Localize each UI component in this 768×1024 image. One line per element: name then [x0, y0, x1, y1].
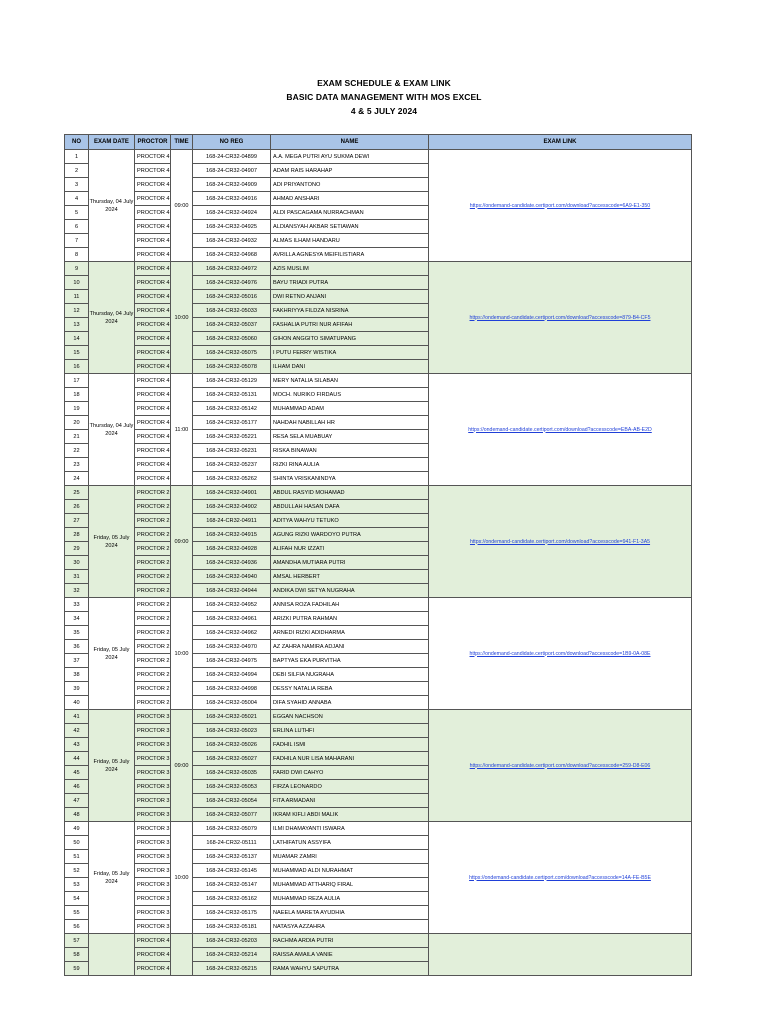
registration-number-cell: 168-24-CR32-05075: [193, 346, 271, 360]
proctor-cell: PROCTOR 2: [135, 668, 171, 682]
candidate-name-cell: ABDUL RASYID MOHAMAD: [271, 486, 429, 500]
row-number: 13: [65, 318, 89, 332]
row-number: 31: [65, 570, 89, 584]
row-number: 38: [65, 668, 89, 682]
table-body: [65, 150, 692, 976]
proctor-cell: PROCTOR 4: [135, 150, 171, 164]
registration-number-cell: 168-24-CR32-05181: [193, 920, 271, 934]
row-number: 52: [65, 864, 89, 878]
candidate-name-cell: AVRILLA AGNESYA MEIFILISTIARA: [271, 248, 429, 262]
registration-number-cell: 168-24-CR32-05142: [193, 402, 271, 416]
row-number: 7: [65, 234, 89, 248]
proctor-cell: PROCTOR 3: [135, 780, 171, 794]
registration-number-cell: 168-24-CR32-04928: [193, 542, 271, 556]
candidate-name-cell: ILHAM DANI: [271, 360, 429, 374]
candidate-name-cell: SHINTA VRISKANINDYA: [271, 472, 429, 486]
candidate-name-cell: FARID DWI CAHYO: [271, 766, 429, 780]
candidate-name-cell: GIHON ANGGITO SIMATUPANG: [271, 332, 429, 346]
exam-date-cell: Thursday, 04 July 2024: [89, 374, 135, 486]
registration-number-cell: 168-24-CR32-05231: [193, 444, 271, 458]
row-number: 36: [65, 640, 89, 654]
registration-number-cell: 168-24-CR32-05237: [193, 458, 271, 472]
document-date: 4 & 5 JULY 2024: [350, 106, 418, 116]
row-number: 20: [65, 416, 89, 430]
proctor-cell: PROCTOR 4: [135, 430, 171, 444]
row-number: 46: [65, 780, 89, 794]
row-number: 11: [65, 290, 89, 304]
exam-time-cell: 10:00: [171, 262, 193, 374]
registration-number-cell: 168-24-CR32-05004: [193, 696, 271, 710]
exam-link: [429, 934, 692, 976]
row-number: 6: [65, 220, 89, 234]
proctor-cell: PROCTOR 2: [135, 654, 171, 668]
row-number: 14: [65, 332, 89, 346]
table-row: [65, 934, 692, 948]
column-header-name: NAME: [271, 135, 429, 150]
candidate-name-cell: LATHIFATUN ASSYIFA: [271, 836, 429, 850]
table-row: [65, 150, 692, 164]
candidate-name-cell: NAHDAH NABILLAH HR: [271, 416, 429, 430]
proctor-cell: PROCTOR 4: [135, 416, 171, 430]
row-number: 10: [65, 276, 89, 290]
candidate-name-cell: NATASYA AZZAHRA: [271, 920, 429, 934]
proctor-cell: PROCTOR 2: [135, 626, 171, 640]
table-row: [65, 710, 692, 724]
row-number: 40: [65, 696, 89, 710]
proctor-cell: PROCTOR 4: [135, 346, 171, 360]
proctor-cell: PROCTOR 4: [135, 962, 171, 976]
proctor-cell: PROCTOR 3: [135, 920, 171, 934]
row-number: 1: [65, 150, 89, 164]
exam-time-cell: 10:00: [171, 822, 193, 934]
candidate-name-cell: ARIZKI PUTRA RAHMAN: [271, 612, 429, 626]
proctor-cell: PROCTOR 3: [135, 864, 171, 878]
row-number: 25: [65, 486, 89, 500]
exam-time-cell: 09:00: [171, 710, 193, 822]
proctor-cell: PROCTOR 4: [135, 360, 171, 374]
proctor-cell: PROCTOR 2: [135, 584, 171, 598]
registration-number-cell: 168-24-CR32-04936: [193, 556, 271, 570]
candidate-name-cell: ILMI DHAMAYANTI ISWARA: [271, 822, 429, 836]
row-number: 17: [65, 374, 89, 388]
candidate-name-cell: A.A. MEGA PUTRI AYU SUKMA DEWI: [271, 150, 429, 164]
row-number: 21: [65, 430, 89, 444]
row-number: 48: [65, 808, 89, 822]
table-row: [65, 822, 692, 836]
candidate-name-cell: AHMAD ANSHARI: [271, 192, 429, 206]
exam-time-cell: 09:00: [171, 150, 193, 262]
row-number: 45: [65, 766, 89, 780]
registration-number-cell: 168-24-CR32-04940: [193, 570, 271, 584]
proctor-cell: PROCTOR 4: [135, 178, 171, 192]
row-number: 57: [65, 934, 89, 948]
row-number: 30: [65, 556, 89, 570]
candidate-name-cell: DESSY NATALIA REBA: [271, 682, 429, 696]
candidate-name-cell: ABDULLAH HASAN DAFA: [271, 500, 429, 514]
registration-number-cell: 168-24-CR32-05054: [193, 794, 271, 808]
proctor-cell: PROCTOR 4: [135, 304, 171, 318]
candidate-name-cell: MUAMAR ZAMRI: [271, 850, 429, 864]
table-row: [65, 374, 692, 388]
row-number: 58: [65, 948, 89, 962]
column-header-exam-link: EXAM LINK: [429, 135, 692, 150]
candidate-name-cell: RACHMA ARDIA PUTRI: [271, 934, 429, 948]
registration-number-cell: 168-24-CR32-04994: [193, 668, 271, 682]
registration-number-cell: 168-24-CR32-05078: [193, 360, 271, 374]
proctor-cell: PROCTOR 3: [135, 906, 171, 920]
registration-number-cell: 168-24-CR32-04907: [193, 164, 271, 178]
proctor-cell: PROCTOR 4: [135, 206, 171, 220]
registration-number-cell: 168-24-CR32-04916: [193, 192, 271, 206]
candidate-name-cell: ALDIANSYAH AKBAR SETIAWAN: [271, 220, 429, 234]
candidate-name-cell: FASHALIA PUTRI NUR AFIFAH: [271, 318, 429, 332]
candidate-name-cell: EGGAN NACHSON: [271, 710, 429, 724]
registration-number-cell: 168-24-CR32-05215: [193, 962, 271, 976]
proctor-cell: PROCTOR 2: [135, 570, 171, 584]
candidate-name-cell: MUHAMMAD ATTHARIQ FIRAL: [271, 878, 429, 892]
registration-number-cell: 168-24-CR32-04925: [193, 220, 271, 234]
proctor-cell: PROCTOR 2: [135, 640, 171, 654]
registration-number-cell: 168-24-CR32-05035: [193, 766, 271, 780]
row-number: 33: [65, 598, 89, 612]
exam-date-cell: Friday, 05 July 2024: [89, 710, 135, 822]
row-number: 50: [65, 836, 89, 850]
candidate-name-cell: FAKHRIYYA FILDZA NISRINA: [271, 304, 429, 318]
candidate-name-cell: ALMAS ILHAM HANDARU: [271, 234, 429, 248]
proctor-cell: PROCTOR 4: [135, 248, 171, 262]
registration-number-cell: 168-24-CR32-05079: [193, 822, 271, 836]
row-number: 16: [65, 360, 89, 374]
table-row: [65, 486, 692, 500]
exam-date-cell: [89, 934, 135, 976]
row-number: 15: [65, 346, 89, 360]
proctor-cell: PROCTOR 4: [135, 276, 171, 290]
registration-number-cell: 168-24-CR32-05177: [193, 416, 271, 430]
row-number: 27: [65, 514, 89, 528]
candidate-name-cell: BAYU TRIADI PUTRA: [271, 276, 429, 290]
registration-number-cell: 168-24-CR32-05023: [193, 724, 271, 738]
exam-time-cell: 11:00: [171, 374, 193, 486]
row-number: 39: [65, 682, 89, 696]
registration-number-cell: 168-24-CR32-05145: [193, 864, 271, 878]
candidate-name-cell: RAISSA AMAILA VANIE: [271, 948, 429, 962]
registration-number-cell: 168-24-CR32-05162: [193, 892, 271, 906]
proctor-cell: PROCTOR 3: [135, 878, 171, 892]
proctor-cell: PROCTOR 4: [135, 388, 171, 402]
registration-number-cell: 168-24-CR32-05027: [193, 752, 271, 766]
row-number: 53: [65, 878, 89, 892]
proctor-cell: PROCTOR 3: [135, 752, 171, 766]
candidate-name-cell: RIZKI RINA AULIA: [271, 458, 429, 472]
column-header-exam-date: EXAM DATE: [89, 135, 135, 150]
proctor-cell: PROCTOR 3: [135, 822, 171, 836]
candidate-name-cell: ARNEDI RIZKI ADIDHARMA: [271, 626, 429, 640]
registration-number-cell: 168-24-CR32-04961: [193, 612, 271, 626]
registration-number-cell: 168-24-CR32-04976: [193, 276, 271, 290]
registration-number-cell: 168-24-CR32-05147: [193, 878, 271, 892]
candidate-name-cell: RESA SELA MUABUAY: [271, 430, 429, 444]
row-number: 29: [65, 542, 89, 556]
proctor-cell: PROCTOR 3: [135, 738, 171, 752]
row-number: 23: [65, 458, 89, 472]
candidate-name-cell: MUHAMMAD REZA AULIA: [271, 892, 429, 906]
registration-number-cell: 168-24-CR32-04972: [193, 262, 271, 276]
column-header-time: TIME: [171, 135, 193, 150]
row-number: 35: [65, 626, 89, 640]
exam-link[interactable]: https://ondemand-candidate.certiport.com/download?accesscode=259-D8-E06: [429, 710, 692, 822]
registration-number-cell: 168-24-CR32-05060: [193, 332, 271, 346]
row-number: 3: [65, 178, 89, 192]
row-number: 8: [65, 248, 89, 262]
proctor-cell: PROCTOR 4: [135, 262, 171, 276]
registration-number-cell: 168-24-CR32-04902: [193, 500, 271, 514]
registration-number-cell: 168-24-CR32-05137: [193, 850, 271, 864]
proctor-cell: PROCTOR 4: [135, 220, 171, 234]
proctor-cell: PROCTOR 4: [135, 332, 171, 346]
row-number: 54: [65, 892, 89, 906]
candidate-name-cell: DWI RETNO ANJANI: [271, 290, 429, 304]
document-subtitle: BASIC DATA MANAGEMENT WITH MOS EXCEL: [286, 92, 482, 102]
registration-number-cell: 168-24-CR32-05016: [193, 290, 271, 304]
row-number: 51: [65, 850, 89, 864]
candidate-name-cell: RISKA BINAWAN: [271, 444, 429, 458]
registration-number-cell: 168-24-CR32-04911: [193, 514, 271, 528]
candidate-name-cell: IKRAM KIFLI ABDI MALIK: [271, 808, 429, 822]
proctor-cell: PROCTOR 3: [135, 808, 171, 822]
row-number: 55: [65, 906, 89, 920]
candidate-name-cell: RAMA WAHYU SAPUTRA: [271, 962, 429, 976]
registration-number-cell: 168-24-CR32-04901: [193, 486, 271, 500]
proctor-cell: PROCTOR 3: [135, 836, 171, 850]
proctor-cell: PROCTOR 3: [135, 724, 171, 738]
proctor-cell: PROCTOR 2: [135, 612, 171, 626]
candidate-name-cell: MOCH. NURIKO FIRDAUS: [271, 388, 429, 402]
candidate-name-cell: MUHAMMAD ALDI NURAHMAT: [271, 864, 429, 878]
registration-number-cell: 168-24-CR32-05021: [193, 710, 271, 724]
proctor-cell: PROCTOR 2: [135, 542, 171, 556]
row-number: 22: [65, 444, 89, 458]
candidate-name-cell: AZ ZAHRA NAMIRA ADJANI: [271, 640, 429, 654]
registration-number-cell: 168-24-CR32-05203: [193, 934, 271, 948]
candidate-name-cell: DEBI SILFIA NUGRAHA: [271, 668, 429, 682]
registration-number-cell: 168-24-CR32-05033: [193, 304, 271, 318]
exam-date-cell: Friday, 05 July 2024: [89, 822, 135, 934]
proctor-cell: PROCTOR 3: [135, 850, 171, 864]
registration-number-cell: 168-24-CR32-05129: [193, 374, 271, 388]
exam-link[interactable]: https://ondemand-candidate.certiport.com/download?accesscode=14A-FE-B5E: [429, 822, 692, 934]
column-header-no: NO: [65, 135, 89, 150]
proctor-cell: PROCTOR 4: [135, 948, 171, 962]
proctor-cell: PROCTOR 4: [135, 318, 171, 332]
registration-number-cell: 168-24-CR32-05053: [193, 780, 271, 794]
proctor-cell: PROCTOR 4: [135, 164, 171, 178]
candidate-name-cell: AGUNG RIZKI WARDOYO PUTRA: [271, 528, 429, 542]
proctor-cell: PROCTOR 4: [135, 444, 171, 458]
exam-time-cell: 10:00: [171, 598, 193, 710]
exam-time-cell: [171, 934, 193, 976]
row-number: 12: [65, 304, 89, 318]
row-number: 34: [65, 612, 89, 626]
registration-number-cell: 168-24-CR32-04915: [193, 528, 271, 542]
exam-date-cell: Thursday, 04 July 2024: [89, 150, 135, 262]
candidate-name-cell: FADHILA NUR LISA MAHARANI: [271, 752, 429, 766]
candidate-name-cell: NAEELA MARETA AYUDHIA: [271, 906, 429, 920]
exam-date-cell: Friday, 05 July 2024: [89, 598, 135, 710]
registration-number-cell: 168-24-CR32-04970: [193, 640, 271, 654]
row-number: 47: [65, 794, 89, 808]
candidate-name-cell: AMANDHA MUTIARA PUTRI: [271, 556, 429, 570]
row-number: 56: [65, 920, 89, 934]
exam-schedule-table: [64, 134, 692, 976]
proctor-cell: PROCTOR 4: [135, 374, 171, 388]
registration-number-cell: 168-24-CR32-05175: [193, 906, 271, 920]
candidate-name-cell: DIFA SYAHID ANNABA: [271, 696, 429, 710]
proctor-cell: PROCTOR 2: [135, 486, 171, 500]
candidate-name-cell: ALDI PASCAGAMA NURRACHMAN: [271, 206, 429, 220]
proctor-cell: PROCTOR 4: [135, 458, 171, 472]
proctor-cell: PROCTOR 4: [135, 472, 171, 486]
column-header-no-reg: NO REG: [193, 135, 271, 150]
row-number: 43: [65, 738, 89, 752]
candidate-name-cell: FITA ARMADANI: [271, 794, 429, 808]
registration-number-cell: 168-24-CR32-05077: [193, 808, 271, 822]
candidate-name-cell: FIRZA LEONARDO: [271, 780, 429, 794]
candidate-name-cell: I PUTU FERRY WISTIKA: [271, 346, 429, 360]
row-number: 28: [65, 528, 89, 542]
registration-number-cell: 168-24-CR32-05221: [193, 430, 271, 444]
table-row: [65, 262, 692, 276]
proctor-cell: PROCTOR 2: [135, 556, 171, 570]
candidate-name-cell: MUHAMMAD ADAM: [271, 402, 429, 416]
exam-link[interactable]: https://ondemand-candidate.certiport.com/download?accesscode=879-B4-CF5: [429, 262, 692, 374]
proctor-cell: PROCTOR 2: [135, 696, 171, 710]
proctor-cell: PROCTOR 4: [135, 234, 171, 248]
row-number: 2: [65, 164, 89, 178]
candidate-name-cell: ANDIKA DWI SETYA NUGRAHA: [271, 584, 429, 598]
registration-number-cell: 168-24-CR32-04932: [193, 234, 271, 248]
candidate-name-cell: ADI PRIYANTONO: [271, 178, 429, 192]
registration-number-cell: 168-24-CR32-05037: [193, 318, 271, 332]
row-number: 37: [65, 654, 89, 668]
proctor-cell: PROCTOR 2: [135, 500, 171, 514]
registration-number-cell: 168-24-CR32-05214: [193, 948, 271, 962]
candidate-name-cell: ERLINA LUTHFI: [271, 724, 429, 738]
row-number: 4: [65, 192, 89, 206]
document-title: EXAM SCHEDULE & EXAM LINK: [317, 78, 451, 88]
row-number: 44: [65, 752, 89, 766]
candidate-name-cell: ADAM RAIS HARAHAP: [271, 164, 429, 178]
registration-number-cell: 168-24-CR32-04924: [193, 206, 271, 220]
registration-number-cell: 168-24-CR32-05262: [193, 472, 271, 486]
table-row: [65, 598, 692, 612]
proctor-cell: PROCTOR 3: [135, 766, 171, 780]
proctor-cell: PROCTOR 4: [135, 402, 171, 416]
column-header-proctor: PROCTOR: [135, 135, 171, 150]
proctor-cell: PROCTOR 3: [135, 892, 171, 906]
exam-date-cell: Friday, 05 July 2024: [89, 486, 135, 598]
registration-number-cell: 168-24-CR32-04998: [193, 682, 271, 696]
row-number: 18: [65, 388, 89, 402]
registration-number-cell: 168-24-CR32-04944: [193, 584, 271, 598]
row-number: 19: [65, 402, 89, 416]
candidate-name-cell: ALIFAH NUR IZZATI: [271, 542, 429, 556]
proctor-cell: PROCTOR 2: [135, 682, 171, 696]
proctor-cell: PROCTOR 3: [135, 794, 171, 808]
row-number: 49: [65, 822, 89, 836]
row-number: 59: [65, 962, 89, 976]
candidate-name-cell: FADHIL ISMI: [271, 738, 429, 752]
row-number: 26: [65, 500, 89, 514]
row-number: 5: [65, 206, 89, 220]
row-number: 41: [65, 710, 89, 724]
exam-link[interactable]: https://ondemand-candidate.certiport.com/download?accesscode=1B9-0A-08E: [429, 598, 692, 710]
proctor-cell: PROCTOR 4: [135, 290, 171, 304]
registration-number-cell: 168-24-CR32-05111: [193, 836, 271, 850]
proctor-cell: PROCTOR 4: [135, 934, 171, 948]
proctor-cell: PROCTOR 3: [135, 710, 171, 724]
exam-link[interactable]: https://ondemand-candidate.certiport.com/download?accesscode=941-F1-3A5: [429, 486, 692, 598]
row-number: 24: [65, 472, 89, 486]
registration-number-cell: 168-24-CR32-04952: [193, 598, 271, 612]
candidate-name-cell: ADITYA WAHYU TETUKO: [271, 514, 429, 528]
candidate-name-cell: BAPTYAS EKA PURVITHA: [271, 654, 429, 668]
registration-number-cell: 168-24-CR32-04962: [193, 626, 271, 640]
registration-number-cell: 168-24-CR32-04975: [193, 654, 271, 668]
candidate-name-cell: AMSAL HERBERT: [271, 570, 429, 584]
registration-number-cell: 168-24-CR32-05026: [193, 738, 271, 752]
exam-date-cell: Thursday, 04 July 2024: [89, 262, 135, 374]
candidate-name-cell: MERY NATALIA SILABAN: [271, 374, 429, 388]
proctor-cell: PROCTOR 2: [135, 528, 171, 542]
exam-time-cell: 09:00: [171, 486, 193, 598]
row-number: 42: [65, 724, 89, 738]
registration-number-cell: 168-24-CR32-05131: [193, 388, 271, 402]
proctor-cell: PROCTOR 2: [135, 598, 171, 612]
registration-number-cell: 168-24-CR32-04899: [193, 150, 271, 164]
table-header-row: [65, 135, 692, 150]
candidate-name-cell: AZIS MUSLIM: [271, 262, 429, 276]
registration-number-cell: 168-24-CR32-04968: [193, 248, 271, 262]
proctor-cell: PROCTOR 4: [135, 192, 171, 206]
candidate-name-cell: ANNISA ROZA FADHILAH: [271, 598, 429, 612]
row-number: 9: [65, 262, 89, 276]
proctor-cell: PROCTOR 2: [135, 514, 171, 528]
exam-link[interactable]: https://ondemand-candidate.certiport.com/download?accesscode=6A9-E1-350: [429, 150, 692, 262]
registration-number-cell: 168-24-CR32-04909: [193, 178, 271, 192]
row-number: 32: [65, 584, 89, 598]
exam-link[interactable]: https://ondemand-candidate.certiport.com/download?accesscode=EBA-AB-E2D: [429, 374, 692, 486]
